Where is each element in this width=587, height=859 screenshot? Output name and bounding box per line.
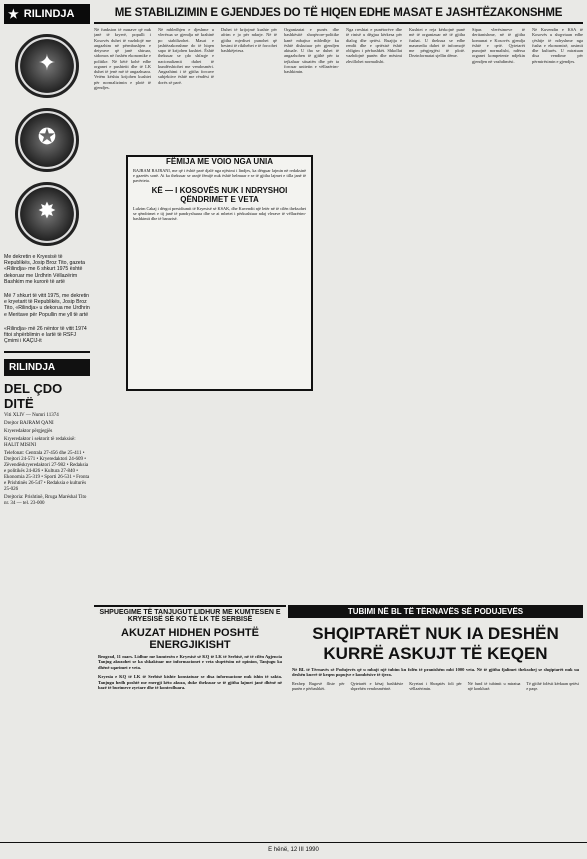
lower-right-kicker: TUBIMI NË BL TË TËRNAVËS SË PODUJEVËS (288, 605, 583, 618)
meta-line-3: Kryeredaktor përgjegjës (4, 429, 53, 435)
sidebar-divider (4, 351, 90, 353)
rilindja-logo (4, 4, 90, 24)
medal-emblem-1: ✦ (15, 34, 79, 98)
footer-date: E hënë, 12 III 1990 (268, 847, 319, 853)
lower-right-columns (288, 679, 583, 693)
meta-line-2: Drejtor BAJRAM QANI (4, 421, 54, 427)
decoration-note-3: «Rilindja» më 26 nëntor të vitit 1974 fitoi shpërblimin e lartë të RSFJ Çmimi i KAÇIJ-it (4, 325, 87, 345)
lower-left-headline: AKUZAT HIDHEN POSHTË ENERGJIKISHT (121, 627, 259, 651)
column-3-text: Duhet të krijojmë kushte për afrim e jo për ndarje. Në të gjitha mjediset punohet që besimi të rikthehet e të forcohet bashkëjetesa. (221, 27, 277, 53)
logo-label: RILINDJA (23, 8, 75, 20)
article-column-8 (532, 27, 583, 601)
article-column-5 (346, 27, 402, 601)
boxed-news (126, 155, 313, 391)
meta-line-4: Kryeredaktor i sektorit të redaksisë: HALIT MISINI (4, 437, 76, 449)
column-2-text: Në mbledhjen e djeshme u vlerësua se gjendja në krahinë po stabilizohet. Masat e jashtëzakonshme do të hiqen sapo të krijohen kushtet. Është theksuar se çdo shfaqje e nacionalizmit duhet të kundërshtohet me vendosmëri. Angazhimi i të gjitha forcave subjektive është me rëndësi të dorës së parë. (158, 27, 214, 85)
sidebar-title: DEL ÇDO DITË (4, 381, 63, 412)
box-text-1: BAJRAM RAJRANI, me që i është parë djalë nga njësimi i lindjes, ka dërguar lajmin në redaksinë e gazetës sonë. Ai ka theksuar se asnjë fëmijë nuk është helmuar e se të gjitha lajmet e tilla janë të pavërteta. (133, 168, 306, 184)
column-4-text: Organizatat e punës dhe bashkësitë shoqërore-politike kanë mbajtur mbledhje ku është diskutuar për gjendjen aktuale. U tha se duhet të angazhohen të gjithë për ta tejkaluar situatën dhe për ta forcuar unitetin e vëllazërim-bashkimin. (284, 27, 339, 74)
box-headline-2: KË — I KOSOVËS NUK I NDRYSHOI QËNDRIMET E VETA (151, 185, 288, 204)
column-8-text: Në Kuvendin e KSA të Kosovës u shqyrtuan edhe çështje të ndryshme nga fusha e ekonomisë, arsimit dhe kulturës. U miratuan disa vendime për përmirësimin e gjendjes. (532, 27, 583, 64)
medal-emblem-2: ✪ (15, 108, 79, 172)
decoration-note-1: Me dekretin e Kryesisë të Republikës, Josip Broz Tito, gazeta «Rilindja» me 6 shkurt 1975 është dekoruar me Urdhrin Vëllazërim Bashkim me kurorë të artë (4, 254, 86, 285)
lower-left-lead: Beograd, 11 mars. Lidhur me kumtesën e Kryesisë së KQ të LK të Serbisë, në të cilën Agjencia Tanjug akuzohet se ka shkaktuar me informacionet e veta shqetësim në opinion, Tanjugu ka dhënë sqarimet e veta. (98, 654, 282, 670)
lower-right-column-3: Kryetari i Shoqatës foli për vëllazërimin. (409, 680, 462, 691)
lower-left-article (94, 605, 286, 837)
box-headline-1: FËMIJA ME VOIO NGA UNIA (166, 157, 273, 166)
meta-line-1: Viti XLIV — Numri 11374 (4, 413, 59, 419)
lower-left-text: Kryesia e KQ të LK të Serbisë kishte konstatuar se disa informacione nuk ishin të sakta. Tanjugu hedh poshtë me energji këto akuza, duke theksuar se të gjitha lajmet janë dhënë në bazë të burimeve zyrtare dhe të kontrolluara. (98, 674, 282, 691)
main-headline: ME STABILIZIMIN E GJENDJES DO TË HIQEN EDHE MASAT E JASHTËZAKONSHME (94, 4, 583, 24)
lower-right-column-5: Të gjithë folësit kërkuan qetësi e paqe. (526, 680, 579, 691)
lower-right-column-4: Në fund të tubimit u miratua një konkluzë. (467, 680, 521, 691)
medal-emblem-3: ✸ (15, 182, 79, 246)
column-7-text: Sipas vlerësimeve të deritanishme, në të gjitha komunat e Kosovës gjendja është e qetë. Qytetarët punojnë normalisht, ndërsa organet kompetente ndjekin gjendjen në vazhdimësi. (472, 27, 525, 64)
column-5-text: Nga rreshtat e punëtorëve dhe të rinisë u dëgjua kërkesa për dialog dhe qetësi. Ruajtja e rendit dhe e qetësisë është obligim i përbashkët. Shkollat vazhdojnë punën dhe mësimi zhvillohet normalisht. (346, 27, 402, 64)
sidebar (4, 4, 90, 840)
address-line: Drejtoria: Prishtinë, Rruga Maréshal Tito nr. 34 — tel. 23-000 (4, 495, 87, 507)
article-column-7 (472, 27, 525, 601)
article-column-6 (409, 27, 465, 601)
lower-right-headline: SHQIPTARËT NUK IA DESHËN KURRË ASKUJT TË KEQEN (312, 624, 559, 663)
lower-left-kicker: SHPUEGIME TË TANJUGUT LIDHUR ME KUMTESEN E KRYESISË SË KO TË LK TË SERBISË (94, 605, 286, 623)
sidebar-logo-label: RILINDJA (9, 362, 56, 374)
column-6-text: Kushtet e reja kërkojnë punë më të organizuar në të gjitha fushat. U theksua se edhe masmedia duhet të informojë me përgjegjësi të plotë. Dezinformatat sjellin dëme. (409, 27, 465, 59)
page-footer (0, 842, 587, 859)
box-text-2: Lulzim Cakaj i dërgoi presidiumit të Kryesisë së KSAK, dhe Kuvendit një letër në të cilën theksohet se qëndrimet e tij janë të pandryshuara dhe se ai mbetet i përkushtuar ndaj vlerave të vëllazërim-bashkimit dhe të barazisë. (133, 205, 306, 222)
lower-right-article (288, 605, 583, 837)
sidebar-banner (4, 359, 90, 376)
article-column-3 (221, 27, 277, 175)
lower-right-lead: Në BL të Tërnavës së Podujevës që u mbajt një tubim ku folën të pranishëm mbi 1000 veta. Në të gjitha fjalimet theksohej se shqiptarët nuk ua deshën kurrë të keqen popujve e kombësive të tjera. (292, 667, 579, 678)
lower-right-column-1: Rexhep Rugovë fliste për punën e përbashkët. (292, 680, 345, 691)
star-icon: ★ (8, 7, 19, 21)
decoration-note-2: Më 7 shkurt të vitit 1975, me dekretin e kryetarit të Republikës, Josip Broz Tito, «Rilindja» u dekorua me Urdhrin e Meritave për Popullin me yll të artë (4, 293, 90, 318)
lower-right-column-2: Qytetarët e kësaj bashkësie shprehën vendosmërinë. (350, 680, 404, 691)
column-1-text: Në funksion të masave që nuk janë të kryerë, populli i Kosovës duhet të vazhdojë me angazhim në përmbushjen e detyrave që janë shtruar, sidomos në fushën ekonomike e politike. Në këtë kohë edhe organet e pushtetit dhe të LK duhet të jenë më të angazhuara. Vetëm kështu krijohen kushtet për normalizimin e plotë të gjendjes. (94, 27, 151, 90)
phone-list: Telefonat: Centrala 27-456 dhe 25-411 • Drejtori 24-571 • Kryeredaktori 24-609 • Zëvendëskryeredaktori 27-982 • Redaksia e politikës 24-826 • Kultura 27-840 • Ekonomia 25-319 • Sporti 26-531 • Fronta e Prishtinës 26-547 • Redaksia e kulturës 25-026 (4, 451, 90, 493)
